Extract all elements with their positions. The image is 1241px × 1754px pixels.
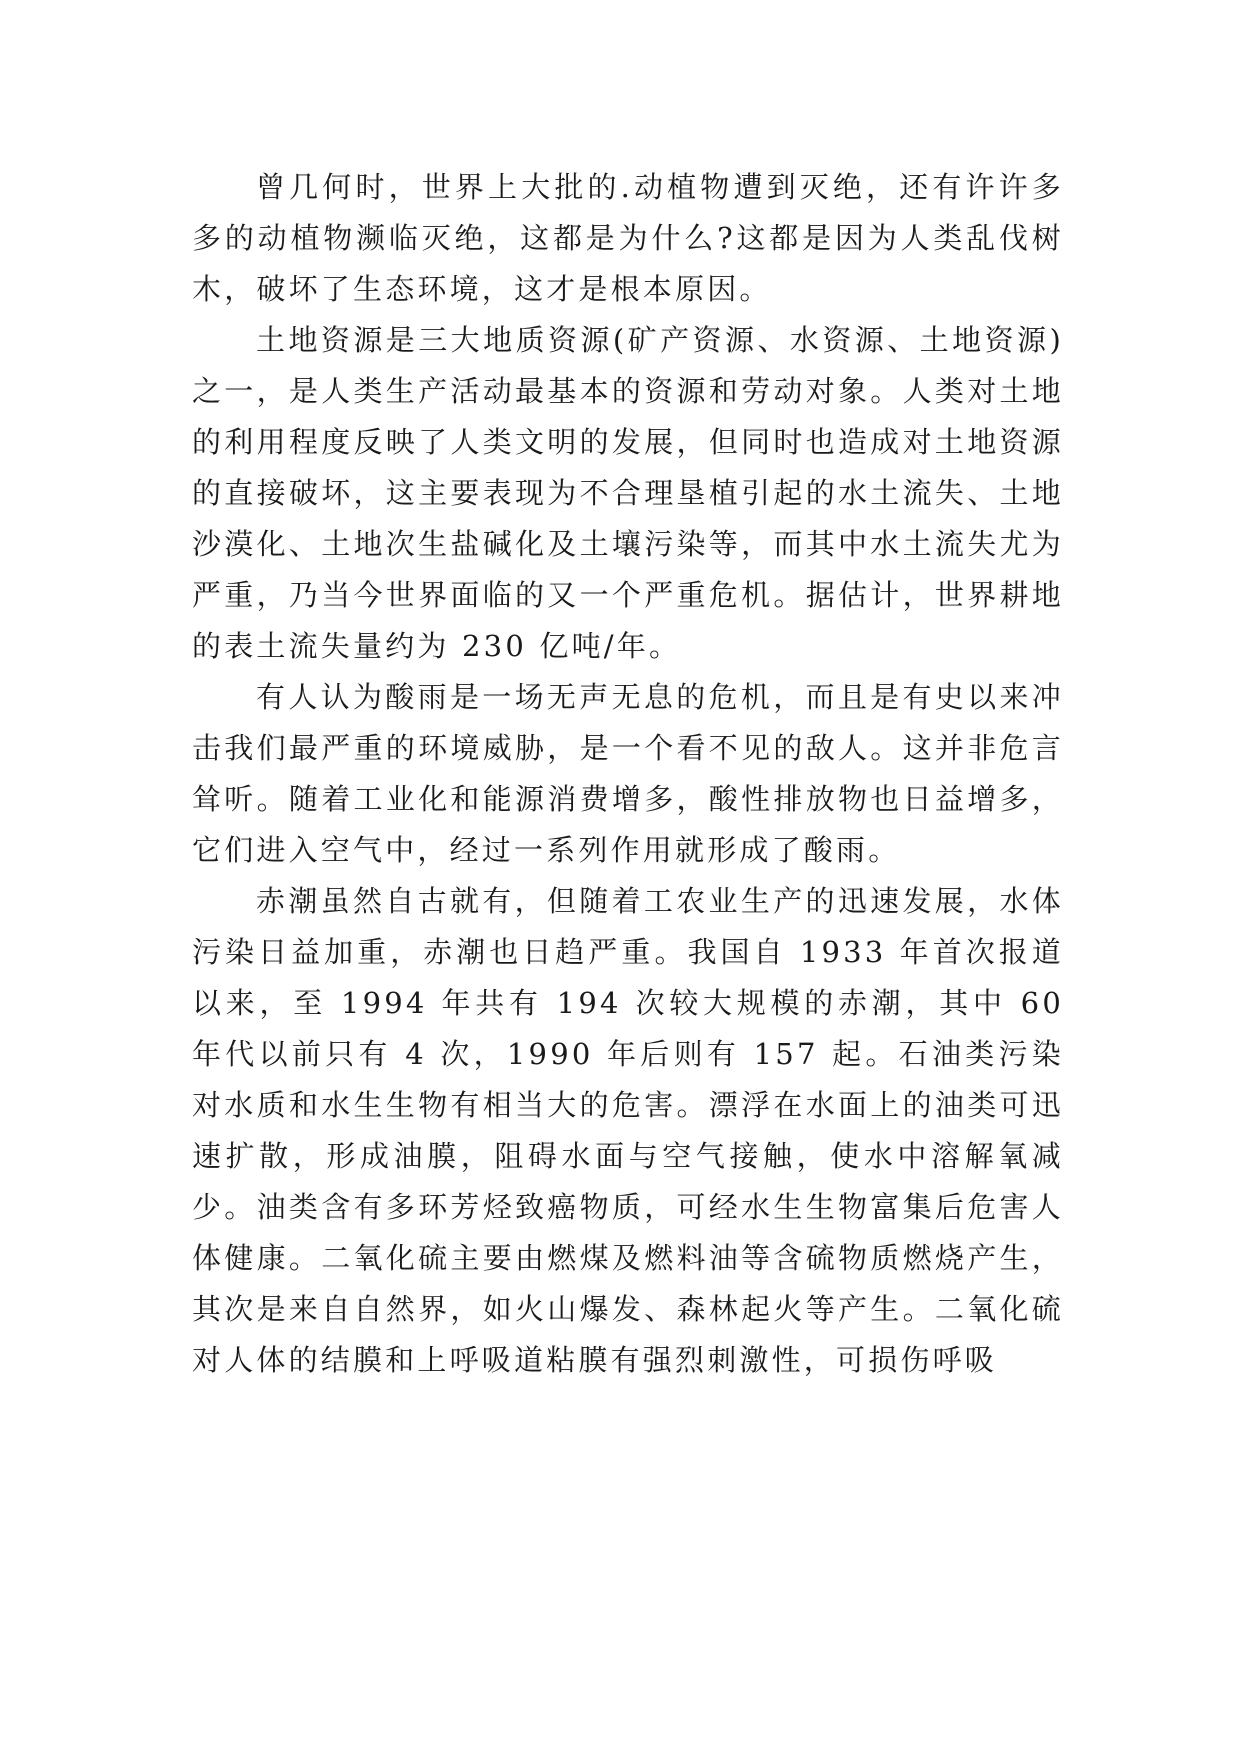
paragraph-acid-rain: 有人认为酸雨是一场无声无息的危机，而且是有史以来冲击我们最严重的环境威胁，是一个看不见的敌人。这并非危言耸听。随着工业化和能源消费增多，酸性排放物也日益增多，它们进入空气中，经过一系列作用就形成了酸雨。 <box>192 680 1064 867</box>
paragraph-red-tide: 赤潮虽然自古就有，但随着工农业生产的迅速发展，水体污染日益加重，赤潮也日趋严重。我国自 1933 年首次报道以来，至 1994 年共有 194 次较大规模的赤潮，其中 60 年代以前只有 4 次，1990 年后则有 157 起。石油类污染对水质和水生生物有相当大的危害。漂浮在水面上的油类可迅速扩散，形成油膜，阻碍水面与空气接触，使水中溶解氧减少。油类含有多环芳烃致癌物质，可经水生生物富集后危害人体健康。二氧化硫主要由燃煤及燃料油等含硫物质燃烧产生，其次是来自自然界，如火山爆发、森林起火等产生。二氧化硫对人体的结膜和上呼吸道粘膜有强烈刺激性，可损伤呼吸 <box>192 884 1064 1377</box>
document-body <box>192 162 1064 1386</box>
paragraph-land-resources: 土地资源是三大地质资源(矿产资源、水资源、土地资源)之一，是人类生产活动最基本的资源和劳动对象。人类对土地的利用程度反映了人类文明的发展，但同时也造成对土地资源的直接破坏，这主要表现为不合理垦植引起的水土流失、土地沙漠化、土地次生盐碱化及土壤污染等，而其中水土流失尤为严重，乃当今世界面临的又一个严重危机。据估计，世界耕地的表土流失量约为 230 亿吨/年。 <box>192 323 1064 663</box>
paragraph-extinction: 曾几何时，世界上大批的.动植物遭到灭绝，还有许许多多的动植物濒临灭绝，这都是为什么?这都是因为人类乱伐树木，破坏了生态环境，这才是根本原因。 <box>192 170 1064 306</box>
